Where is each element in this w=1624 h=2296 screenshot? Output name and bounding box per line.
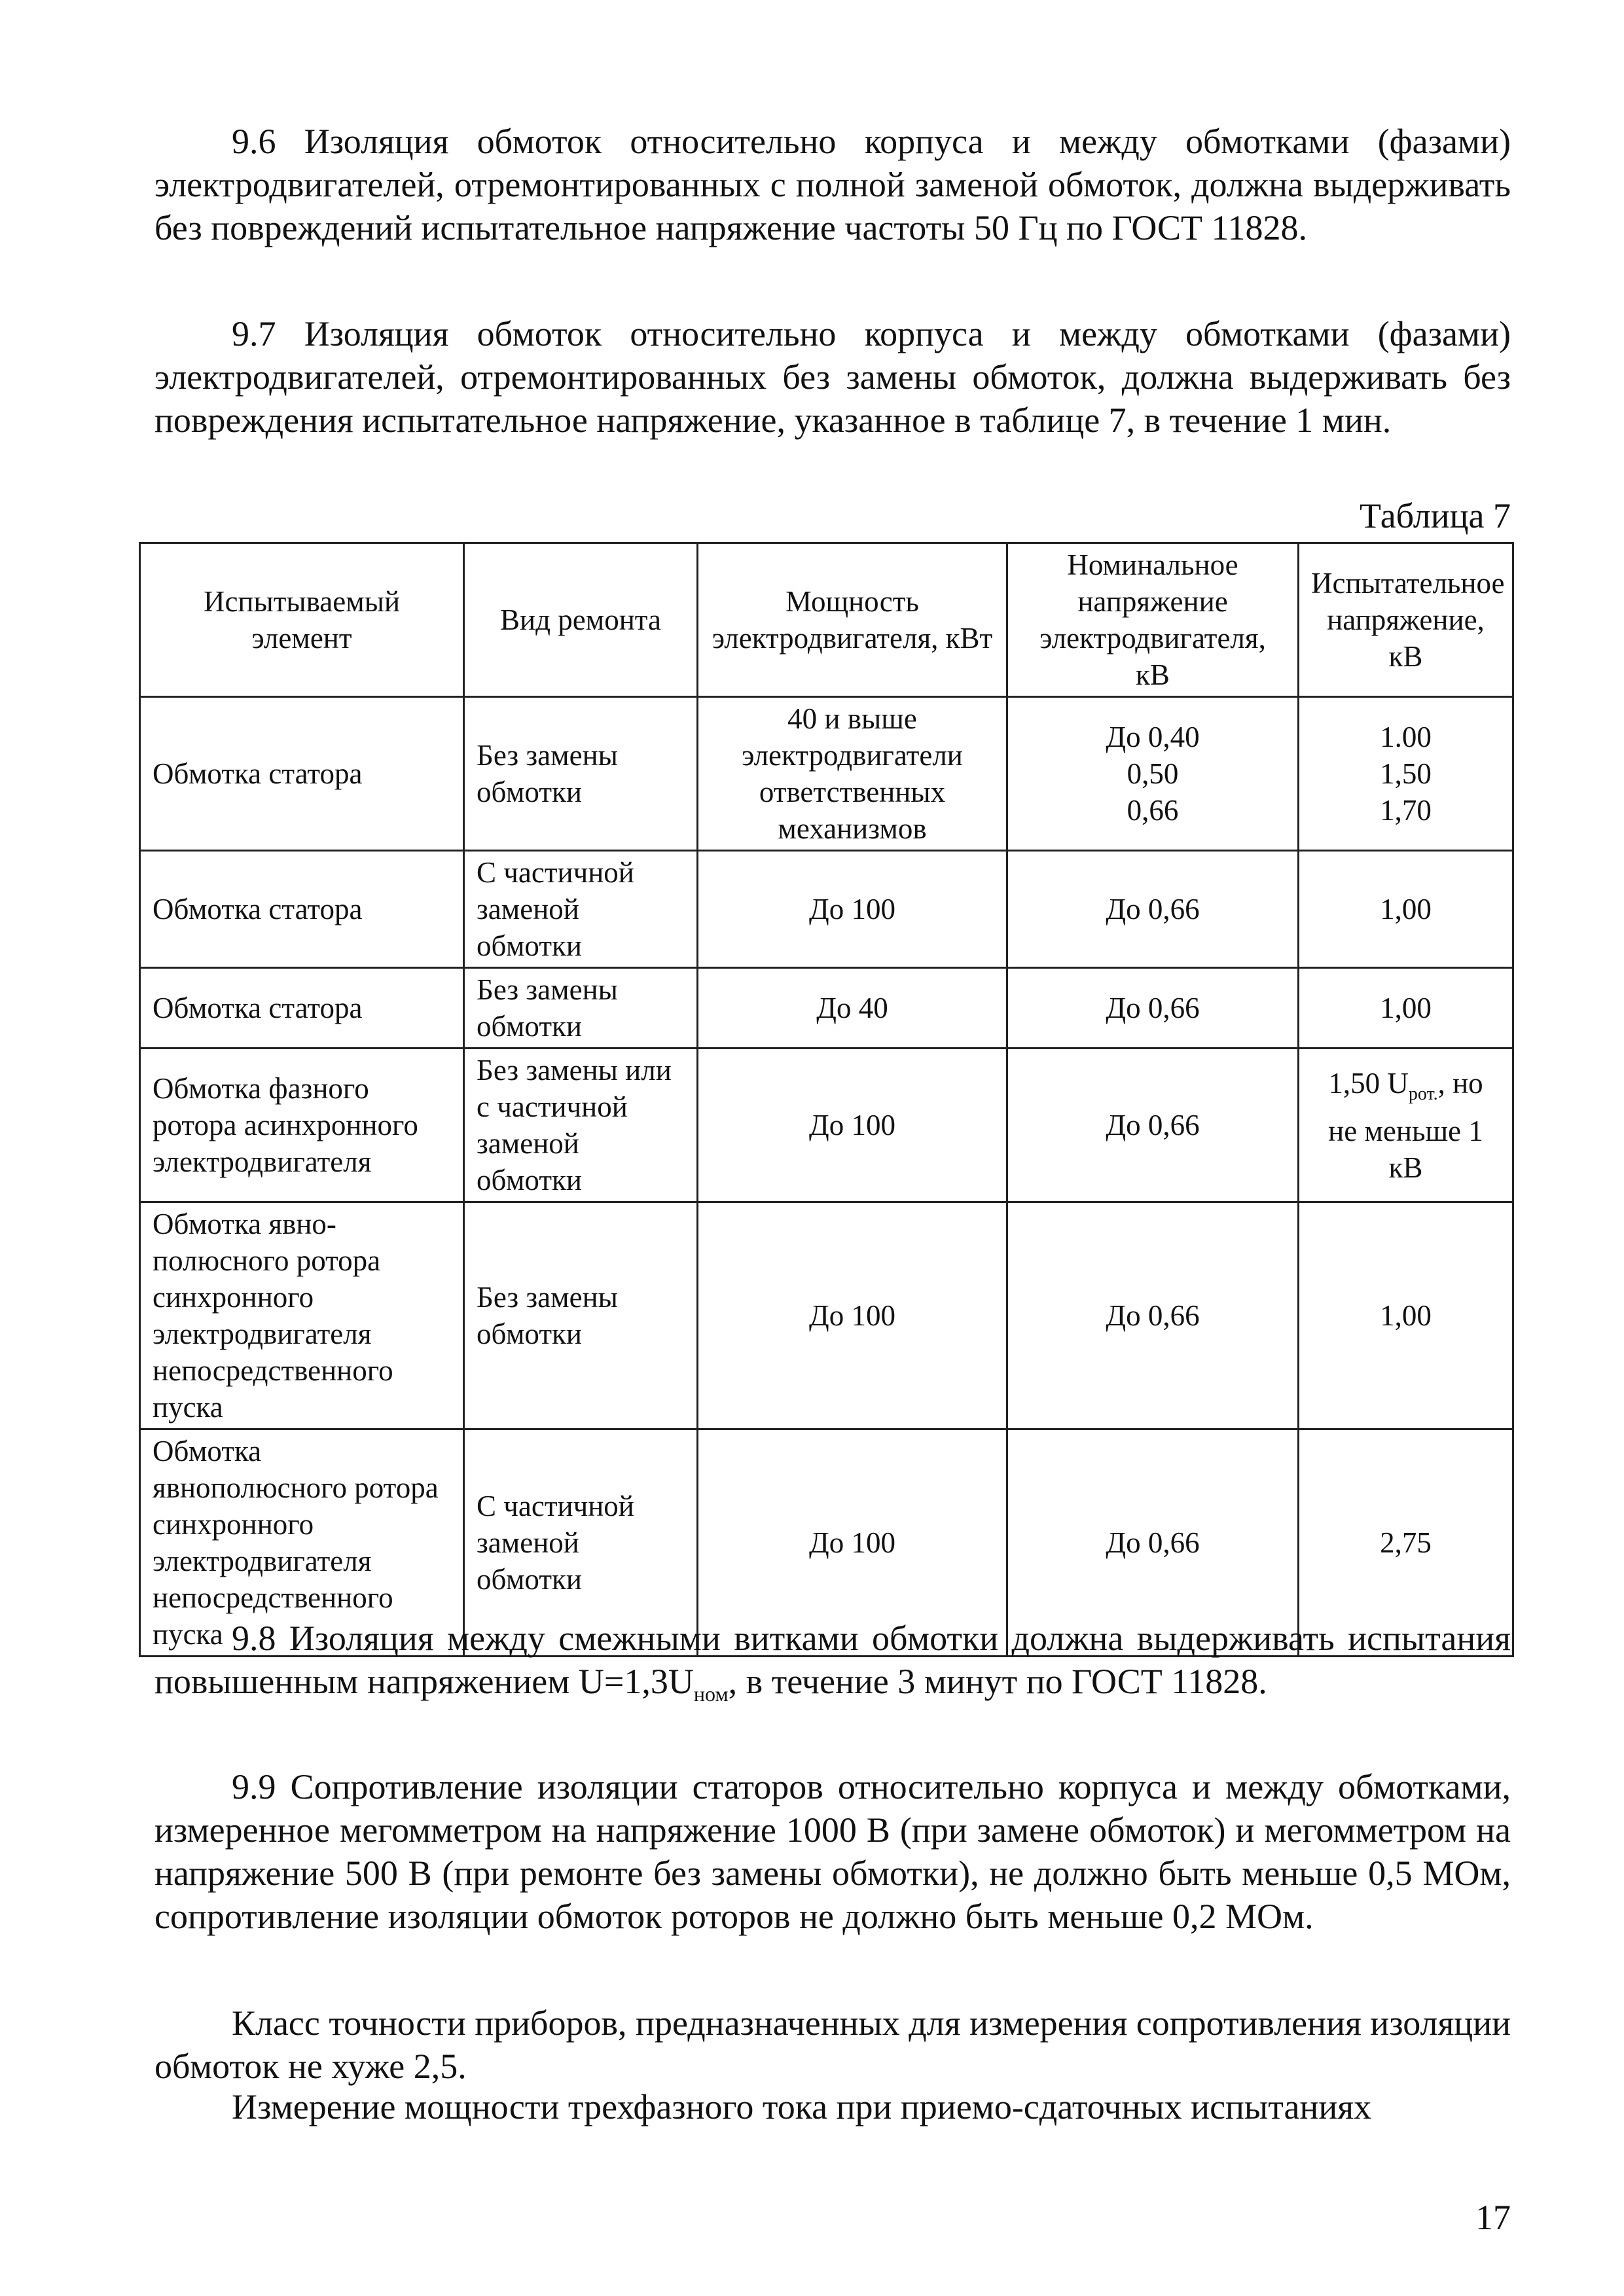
paragraph-accuracy-class <box>154 2001 1511 2088</box>
cell-test-voltage: 1.00 1,50 1,70 <box>1299 697 1513 851</box>
cell-power: До 40 <box>698 968 1007 1049</box>
header-repair: Вид ремонта <box>464 543 698 697</box>
paragraph-9-6 <box>154 120 1511 249</box>
cell-repair: Без замены обмотки <box>464 968 698 1049</box>
cell-test-voltage: 1,00 <box>1299 1202 1513 1429</box>
paragraph-9-7 <box>154 312 1511 442</box>
header-power: Мощность электродвигателя, кВт <box>698 543 1007 697</box>
cell-power: До 100 <box>698 1202 1007 1429</box>
cell-voltage: До 0,66 <box>1007 1049 1299 1202</box>
cell-repair: Без замены обмотки <box>464 697 698 851</box>
cell-element: Обмотка явнополюсного ротора синхронного электродвигателя непосредственного пуска <box>140 1429 464 1657</box>
cell-voltage: До 0,66 <box>1007 1429 1299 1657</box>
cell-power: До 100 <box>698 851 1007 968</box>
cell-element: Обмотка статора <box>140 851 464 968</box>
cell-test-voltage: 1,00 <box>1299 968 1513 1049</box>
table-7 <box>139 542 1514 1657</box>
table-caption: Таблица 7 <box>1360 496 1511 535</box>
cell-repair: Без замены или с частичной заменой обмотки <box>464 1049 698 1202</box>
paragraph-9-8 <box>154 1617 1511 1715</box>
paragraph-9-8-text-end: , в течение 3 минут по ГОСТ 11828. <box>728 1662 1267 1701</box>
cell-test-voltage: 2,75 <box>1299 1429 1513 1657</box>
cell-test-voltage <box>1299 1049 1513 1202</box>
test-voltage-prefix: 1,50 U <box>1328 1066 1409 1100</box>
test-voltage-suffix: , но не меньше 1 кВ <box>1328 1066 1483 1184</box>
cell-element: Обмотка статора <box>140 968 464 1049</box>
cell-repair: Без замены обмотки <box>464 1202 698 1429</box>
cell-element: Обмотка статора <box>140 697 464 851</box>
paragraph-power-measurement-text: Измерение мощности трехфазного тока при приемо-сдаточных испытаниях <box>232 2087 1372 2126</box>
cell-voltage: До 0,66 <box>1007 851 1299 968</box>
cell-power: До 100 <box>698 1429 1007 1657</box>
table-row <box>140 1202 1513 1429</box>
table-row <box>140 1049 1513 1202</box>
table-header-row <box>140 543 1513 697</box>
paragraph-9-9-text: 9.9 Сопротивление изоляции статоров относительно корпуса и между обмотками, измеренное мегомметром на напряжение 1000 В (при замене обмоток) и мегомметром на напряжение 500 В (при ремонте без замены обмотки), не должно быть меньше 0,5 МОм, сопротивление изоляции обмоток роторов не должно быть меньше 0,2 МОм. <box>154 1767 1511 1936</box>
paragraph-accuracy-class-text: Класс точности приборов, предназначенных для измерения сопротивления изоляции обмоток не хуже 2,5. <box>154 2003 1511 2086</box>
page-number: 17 <box>1475 2198 1511 2237</box>
paragraph-9-6-text: 9.6 Изоляция обмоток относительно корпуса и между обмотками (фазами) электродвигателей, отремонтированных с полной заменой обмоток, должна выдерживать без повреждений испытательное напряжение частоты 50 Гц по ГОСТ 11828. <box>154 122 1511 247</box>
paragraph-9-8-subscript: ном <box>693 1681 729 1706</box>
cell-element: Обмотка явно- полюсного ротора синхронного электродвигателя непосредственного пуска <box>140 1202 464 1429</box>
cell-element: Обмотка фазного ротора асинхронного электродвигателя <box>140 1049 464 1202</box>
paragraph-9-7-text: 9.7 Изоляция обмоток относительно корпуса и между обмотками (фазами) электродвигателей, отремонтированных без замены обмоток, должна выдерживать без повреждения испытательное напряжение, указанное в таблице 7, в течение 1 мин. <box>154 314 1511 440</box>
paragraph-9-8-text: 9.8 Изоляция между смежными витками обмотки должна выдерживать испытания повышенным напряжением U=1,3U <box>154 1619 1511 1701</box>
cell-voltage: До 0,66 <box>1007 1202 1299 1429</box>
cell-power: До 100 <box>698 1049 1007 1202</box>
cell-repair: С частичной заменой обмотки <box>464 1429 698 1657</box>
cell-power: 40 и выше электродвигатели ответственных механизмов <box>698 697 1007 851</box>
paragraph-power-measurement <box>154 2085 1511 2128</box>
table-row <box>140 968 1513 1049</box>
header-element: Испытываемый элемент <box>140 543 464 697</box>
test-voltage-subscript: рот. <box>1408 1083 1438 1104</box>
table-row <box>140 697 1513 851</box>
paragraph-9-9 <box>154 1765 1511 1938</box>
cell-voltage: До 0,66 <box>1007 968 1299 1049</box>
table-row <box>140 851 1513 968</box>
header-test-voltage: Испытательное напряжение, кВ <box>1299 543 1513 697</box>
cell-voltage: До 0,40 0,50 0,66 <box>1007 697 1299 851</box>
cell-repair: С частичной заменой обмотки <box>464 851 698 968</box>
header-voltage: Номинальное напряжение электродвигателя, кВ <box>1007 543 1299 697</box>
cell-test-voltage: 1,00 <box>1299 851 1513 968</box>
